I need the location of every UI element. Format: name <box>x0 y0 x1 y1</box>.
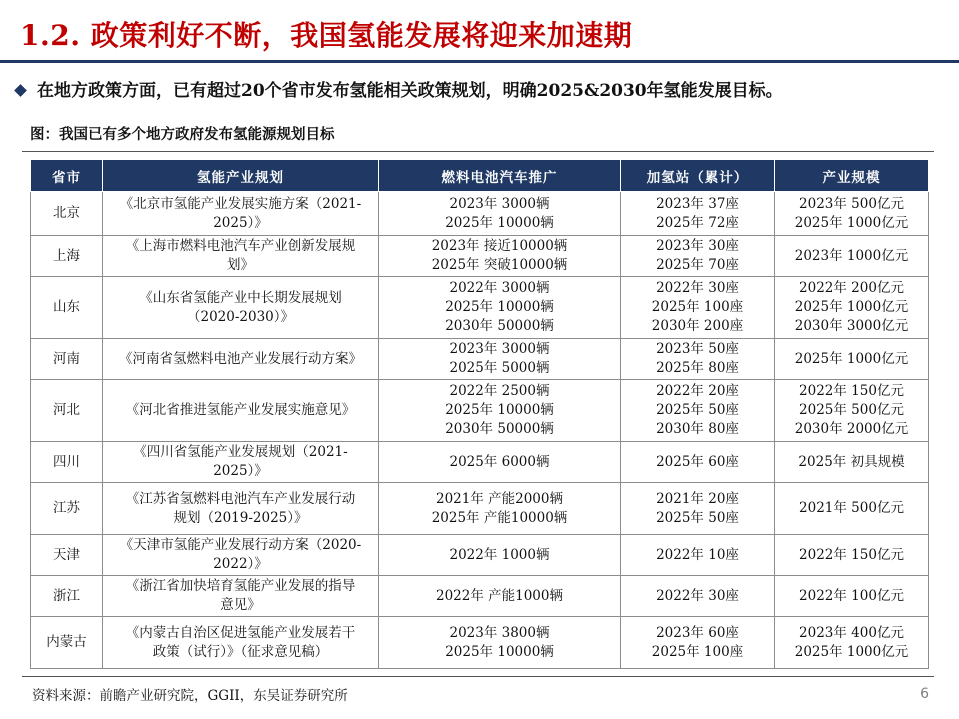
cell-vehicles-line: 2023年 接近10000辆 <box>431 238 568 254</box>
bullet-point <box>12 76 952 101</box>
footer-divider <box>22 676 934 677</box>
cell-stations <box>621 442 775 483</box>
cell-stations-line: 2022年 20座 <box>656 383 739 399</box>
cell-vehicles <box>379 576 621 617</box>
cell-plan-line: 《江苏省氢燃料电池汽车产业发展行动 <box>125 490 356 507</box>
cell-stations <box>621 236 775 277</box>
bullet-text: 在地方政策方面，已有超过20个省市发布氢能相关政策规划，明确2025&2030年氢能发展目标。 <box>37 81 783 101</box>
title-divider <box>0 60 959 63</box>
cell-scale <box>775 535 929 576</box>
cell-scale <box>775 617 929 669</box>
cell-vehicles-line: 2030年 50000辆 <box>445 318 554 334</box>
cell-vehicles-line: 2023年 3000辆 <box>449 195 550 212</box>
header-scale: 产业规模 <box>775 160 929 192</box>
cell-scale <box>775 483 929 535</box>
cell-scale-line: 2025年 1000亿元 <box>794 643 909 660</box>
cell-scale-line: 2022年 150亿元 <box>799 546 904 563</box>
cell-stations-line: 2022年 30座 <box>656 280 739 296</box>
cell-stations-line: 2025年 50座 <box>656 402 739 418</box>
cell-plan-line: 《北京市氢能产业发展实施方案（2021- <box>119 195 362 212</box>
cell-province: 北京 <box>31 192 103 236</box>
source-note: 资料来源：前瞻产业研究院，GGII，东吴证券研究所 <box>32 688 348 704</box>
table-row <box>31 277 929 339</box>
cell-plan <box>103 535 379 576</box>
cell-plan-line: 《河南省氢燃料电池产业发展行动方案》 <box>119 350 362 367</box>
cell-plan <box>103 339 379 380</box>
cell-plan-line: 《四川省氢能产业发展规划（2021- <box>133 444 348 460</box>
cell-vehicles-line: 2021年 产能2000辆 <box>435 490 563 507</box>
cell-scale <box>775 236 929 277</box>
cell-scale-line: 2021年 500亿元 <box>799 500 904 516</box>
cell-stations-line: 2022年 10座 <box>656 546 739 563</box>
cell-stations-line: 2030年 80座 <box>656 421 739 437</box>
cell-plan-line: 2022）》 <box>213 556 268 572</box>
cell-scale-line: 2023年 400亿元 <box>799 624 904 641</box>
cell-plan-line: 意见》 <box>220 597 261 613</box>
page-number: 6 <box>920 686 929 702</box>
cell-province: 内蒙古 <box>31 617 103 669</box>
cell-stations <box>621 192 775 236</box>
cell-plan <box>103 236 379 277</box>
cell-vehicles-line: 2025年 突破10000辆 <box>431 257 568 273</box>
cell-stations-line: 2025年 100座 <box>651 643 744 660</box>
table-row <box>31 442 929 483</box>
header-plan: 氢能产业规划 <box>103 160 379 192</box>
cell-vehicles-line: 2022年 2500辆 <box>449 383 550 399</box>
table-row <box>31 576 929 617</box>
cell-plan <box>103 483 379 535</box>
cell-vehicles-line: 2022年 产能1000辆 <box>435 587 563 604</box>
cell-vehicles-line: 2023年 3000辆 <box>449 341 550 357</box>
cell-province: 江苏 <box>31 483 103 535</box>
cell-plan-line: 规划（2019-2025）》 <box>173 509 308 526</box>
cell-province: 山东 <box>31 277 103 339</box>
cell-plan <box>103 442 379 483</box>
cell-stations-line: 2023年 50座 <box>656 341 739 357</box>
table-header-row <box>31 160 929 192</box>
cell-vehicles-line: 2025年 5000辆 <box>449 360 550 376</box>
cell-scale-line: 2025年 初具规模 <box>798 453 905 470</box>
cell-stations-line: 2030年 200座 <box>651 318 744 334</box>
cell-plan-line: 划》 <box>227 257 254 273</box>
cell-stations-line: 2025年 50座 <box>656 509 739 526</box>
cell-scale-line: 2022年 200亿元 <box>799 280 904 296</box>
cell-stations <box>621 380 775 442</box>
table-row <box>31 535 929 576</box>
cell-plan-line: 2025）》 <box>213 463 268 479</box>
cell-plan-line: 《河北省推进氢能产业发展实施意见》 <box>125 402 356 418</box>
cell-stations <box>621 576 775 617</box>
cell-stations <box>621 617 775 669</box>
cell-scale-line: 2025年 1000亿元 <box>794 350 909 367</box>
cell-plan-line: 《浙江省加快培育氢能产业发展的指导 <box>125 578 356 594</box>
policy-table <box>30 159 929 669</box>
cell-vehicles <box>379 277 621 339</box>
cell-plan-line: 《上海市燃料电池汽车产业创新发展规 <box>125 238 356 254</box>
cell-stations-line: 2022年 30座 <box>656 587 739 604</box>
cell-province: 天津 <box>31 535 103 576</box>
table-row <box>31 380 929 442</box>
table-row <box>31 339 929 380</box>
header-stations: 加氢站（累计） <box>621 160 775 192</box>
cell-vehicles <box>379 339 621 380</box>
cell-scale <box>775 339 929 380</box>
cell-stations-line: 2023年 30座 <box>656 238 739 254</box>
cell-scale-line: 2030年 2000亿元 <box>794 421 909 437</box>
cell-scale-line: 2022年 100亿元 <box>799 587 904 604</box>
cell-plan <box>103 380 379 442</box>
cell-vehicles-line: 2025年 10000辆 <box>445 214 554 231</box>
header-vehicles: 燃料电池汽车推广 <box>379 160 621 192</box>
header-province: 省市 <box>31 160 103 192</box>
cell-scale-line: 2025年 1000亿元 <box>794 214 909 231</box>
cell-scale-line: 2022年 150亿元 <box>799 383 904 399</box>
cell-scale-line: 2023年 1000亿元 <box>794 247 909 264</box>
cell-stations <box>621 483 775 535</box>
cell-vehicles-line: 2025年 6000辆 <box>449 453 550 470</box>
cell-vehicles <box>379 442 621 483</box>
cell-plan-line: 政策（试行）》（征求意见稿） <box>152 643 329 660</box>
cell-stations-line: 2025年 72座 <box>656 214 739 231</box>
cell-scale <box>775 576 929 617</box>
cell-vehicles <box>379 617 621 669</box>
cell-province: 河南 <box>31 339 103 380</box>
cell-vehicles-line: 2023年 3800辆 <box>449 624 550 641</box>
cell-plan <box>103 576 379 617</box>
cell-stations-line: 2023年 37座 <box>656 195 739 212</box>
cell-vehicles <box>379 380 621 442</box>
table-row <box>31 192 929 236</box>
caption-divider <box>22 151 934 152</box>
page-title: 1.2. 政策利好不断，我国氢能发展将迎来加速期 <box>20 19 633 52</box>
cell-vehicles <box>379 535 621 576</box>
cell-vehicles-line: 2030年 50000辆 <box>445 421 554 437</box>
cell-scale <box>775 380 929 442</box>
cell-scale-line: 2030年 3000亿元 <box>794 318 909 334</box>
cell-vehicles-line: 2022年 3000辆 <box>449 280 550 296</box>
cell-scale <box>775 442 929 483</box>
cell-province: 浙江 <box>31 576 103 617</box>
cell-stations <box>621 535 775 576</box>
cell-vehicles <box>379 236 621 277</box>
diamond-bullet-icon <box>14 84 27 97</box>
table-row <box>31 236 929 277</box>
cell-plan-line: 2025）》 <box>213 214 268 231</box>
cell-vehicles-line: 2025年 10000辆 <box>445 402 554 418</box>
cell-province: 上海 <box>31 236 103 277</box>
cell-province: 河北 <box>31 380 103 442</box>
table-row <box>31 617 929 669</box>
cell-vehicles-line: 2025年 产能10000辆 <box>431 509 568 526</box>
cell-scale <box>775 192 929 236</box>
cell-stations <box>621 277 775 339</box>
cell-vehicles <box>379 192 621 236</box>
cell-stations-line: 2021年 20座 <box>656 490 739 507</box>
cell-stations-line: 2025年 80座 <box>656 360 739 376</box>
cell-plan <box>103 617 379 669</box>
cell-stations-line: 2025年 70座 <box>656 257 739 273</box>
figure-caption: 图：我国已有多个地方政府发布氢能源规划目标 <box>30 126 335 143</box>
cell-plan-line: 《山东省氢能产业中长期发展规划 <box>139 289 342 306</box>
cell-plan <box>103 192 379 236</box>
cell-scale <box>775 277 929 339</box>
cell-plan <box>103 277 379 339</box>
table-row <box>31 483 929 535</box>
cell-stations-line: 2025年 60座 <box>656 453 739 470</box>
cell-vehicles-line: 2022年 1000辆 <box>449 546 550 563</box>
cell-scale-line: 2025年 500亿元 <box>799 402 904 418</box>
cell-province: 四川 <box>31 442 103 483</box>
cell-vehicles <box>379 483 621 535</box>
cell-plan-line: （2020-2030）》 <box>186 308 295 325</box>
cell-plan-line: 《天津市氢能产业发展行动方案（2020- <box>119 537 362 553</box>
cell-plan-line: 《内蒙古自治区促进氢能产业发展若干 <box>125 624 356 641</box>
cell-stations <box>621 339 775 380</box>
cell-stations-line: 2025年 100座 <box>651 299 744 315</box>
cell-vehicles-line: 2025年 10000辆 <box>445 299 554 315</box>
cell-scale-line: 2025年 1000亿元 <box>794 299 909 315</box>
cell-vehicles-line: 2025年 10000辆 <box>445 643 554 660</box>
cell-stations-line: 2023年 60座 <box>656 624 739 641</box>
cell-scale-line: 2023年 500亿元 <box>799 195 904 212</box>
